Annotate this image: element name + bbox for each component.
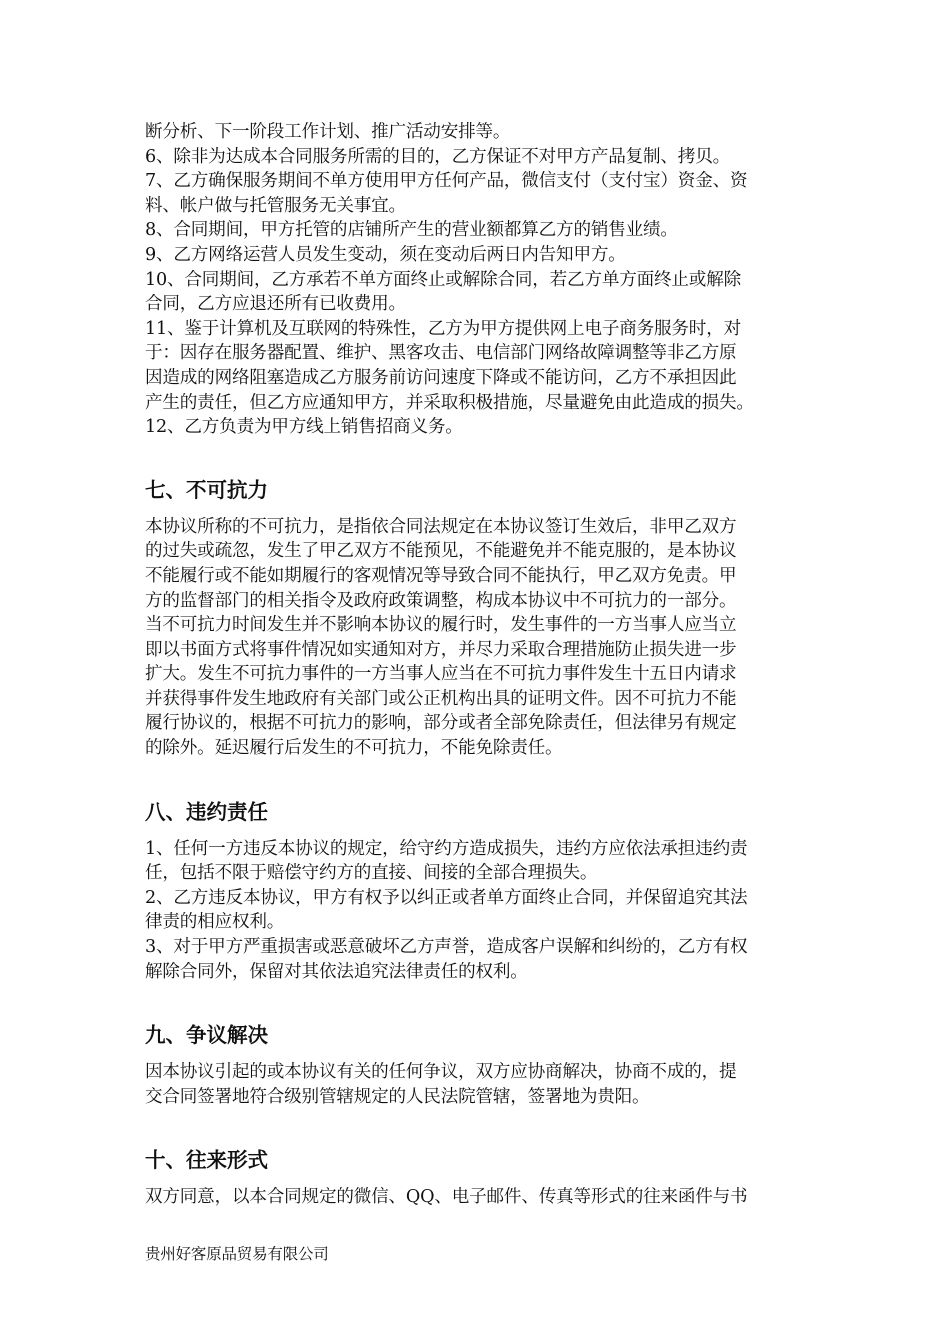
page-footer-company: 贵州好客原品贸易有限公司 xyxy=(145,1245,329,1263)
text-line: 9、乙方网络运营人员发生变动，须在变动后两日内告知甲方。 xyxy=(145,244,626,265)
text-line: 即以书面方式将事件情况如实通知对方，并尽力采取合理措施防止损失进一步 xyxy=(145,639,737,660)
section-heading-liability: 八、违约责任 xyxy=(145,799,268,824)
section-heading-dispute: 九、争议解决 xyxy=(145,1023,268,1048)
text-line: 10、合同期间，乙方承若不单方面终止或解除合同，若乙方单方面终止或解除 xyxy=(145,269,741,290)
text-line: 的过失或疏忽，发生了甲乙双方不能预见，不能避免并不能克服的，是本协议 xyxy=(145,541,737,562)
text-line: 的除外。延迟履行后发生的不可抗力，不能免除责任。 xyxy=(145,738,563,759)
section-body-communication xyxy=(145,1185,810,1210)
text-line: 于：因存在服务器配置、维护、黑客攻击、电信部门网络故障调整等非乙方原 xyxy=(145,343,737,364)
text-line: 因造成的网络阻塞造成乙方服务前访问速度下降或不能访问，乙方不承担因此 xyxy=(145,367,737,388)
text-line: 并获得事件发生地政府有关部门或公正机构出具的证明文件。因不可抗力不能 xyxy=(145,688,737,709)
continued-clauses xyxy=(145,120,810,440)
text-line: 8、合同期间，甲方托管的店铺所产生的营业额都算乙方的销售业绩。 xyxy=(145,220,678,241)
text-line: 当不可抗力时间发生并不影响本协议的履行时，发生事件的一方当事人应当立 xyxy=(145,615,737,636)
text-line: 产生的责任，但乙方应通知甲方，并采取积极措施，尽量避免由此造成的损失。 xyxy=(145,392,754,413)
text-line: 料、帐户做与托管服务无关事宜。 xyxy=(145,195,406,216)
document-page xyxy=(145,120,810,1210)
text-line: 7、乙方确保服务期间不单方使用甲方任何产品，微信支付（支付宝）资金、资 xyxy=(145,171,748,192)
text-line: 1、任何一方违反本协议的规定，给守约方造成损失，违约方应依法承担违约责 xyxy=(145,838,748,859)
text-line: 任，包括不限于赔偿守约方的直接、间接的全部合理损失。 xyxy=(145,863,598,884)
text-line: 因本协议引起的或本协议有关的任何争议，双方应协商解决，协商不成的，提 xyxy=(145,1062,737,1083)
text-line: 本协议所称的不可抗力，是指依合同法规定在本协议签订生效后，非甲乙双方 xyxy=(145,516,737,537)
text-line: 12、乙方负责为甲方线上销售招商义务。 xyxy=(145,417,463,438)
text-line: 合同，乙方应退还所有已收费用。 xyxy=(145,294,406,315)
text-line: 交合同签署地符合级别管辖规定的人民法院管辖，签署地为贵阳。 xyxy=(145,1086,650,1107)
text-line: 6、除非为达成本合同服务所需的目的，乙方保证不对甲方产品复制、拷贝。 xyxy=(145,146,730,167)
text-line: 断分析、下一阶段工作计划、推广活动安排等。 xyxy=(145,122,511,142)
text-line: 11、鉴于计算机及互联网的特殊性，乙方为甲方提供网上电子商务服务时，对 xyxy=(145,318,741,339)
text-line: 2、乙方违反本协议，甲方有权予以纠正或者单方面终止合同，并保留追究其法 xyxy=(145,887,748,908)
section-body-force-majeure xyxy=(145,515,810,761)
text-line: 3、对于甲方严重损害或恶意破坏乙方声誉，造成客户误解和纠纷的，乙方有权 xyxy=(145,937,748,958)
section-body-dispute xyxy=(145,1060,810,1109)
text-line: 方的监督部门的相关指令及政府政策调整，构成本协议中不可抗力的一部分。 xyxy=(145,590,737,611)
text-line: 扩大。发生不可抗力事件的一方当事人应当在不可抗力事件发生十五日内请求 xyxy=(145,664,737,685)
section-body-liability xyxy=(145,837,810,985)
section-heading-communication: 十、往来形式 xyxy=(145,1148,268,1173)
text-line: 不能履行或不能如期履行的客观情况等导致合同不能执行，甲乙双方免责。甲 xyxy=(145,565,737,586)
text-line: 双方同意，以本合同规定的微信、QQ、电子邮件、传真等形式的往来函件与书 xyxy=(145,1187,748,1208)
text-line: 履行协议的，根据不可抗力的影响，部分或者全部免除责任，但法律另有规定 xyxy=(145,713,737,734)
text-line: 律责的相应权利。 xyxy=(145,912,285,933)
section-heading-force-majeure: 七、不可抗力 xyxy=(145,477,268,502)
text-line: 解除合同外，保留对其依法追究法律责任的权利。 xyxy=(145,961,528,982)
